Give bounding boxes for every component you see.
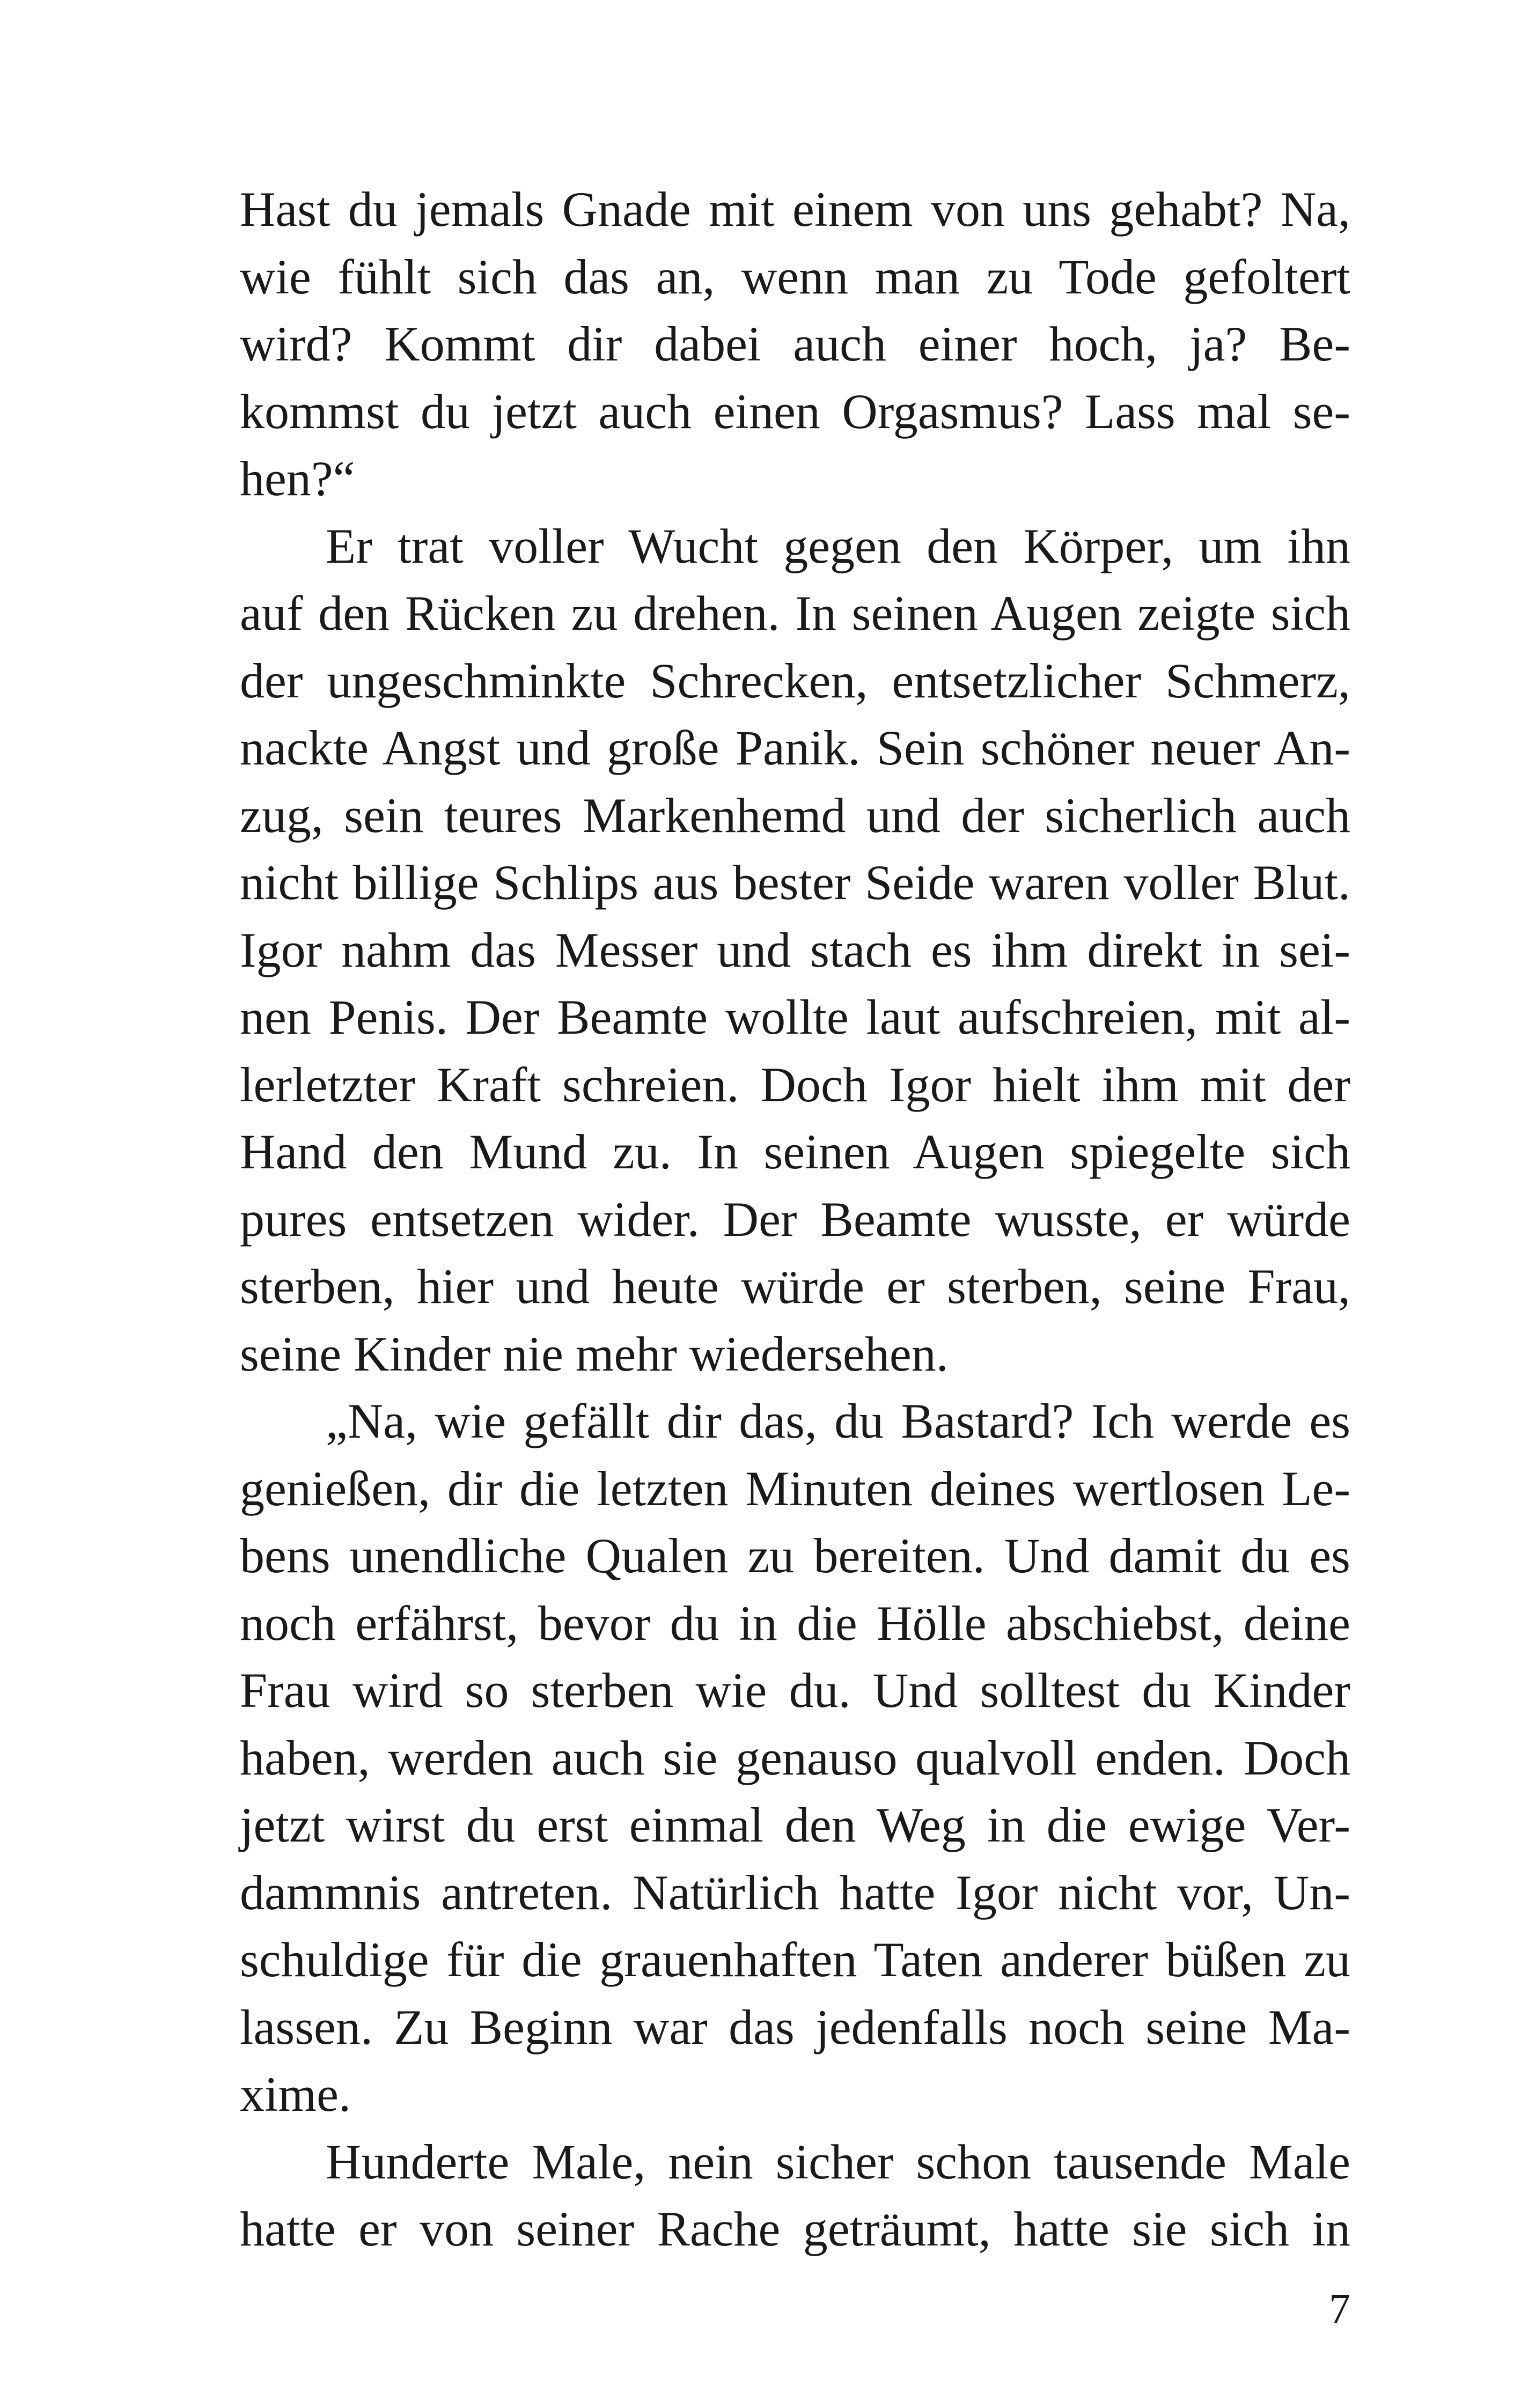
text-line: xime. [240, 2067, 351, 2122]
text-line: Hast du jemals Gnade mit einem von uns gehabt? Na, [240, 182, 1350, 237]
text-line: haben, werden auch sie genauso qualvoll enden. Doch [240, 1730, 1350, 1785]
text-line: Igor nahm das Messer und stach es ihm direkt in sei- [240, 922, 1350, 977]
text-line: Er trat voller Wucht gegen den Körper, um ihn [326, 518, 1350, 573]
text-line: genießen, dir die letzten Minuten deines wertlosen Le- [240, 1461, 1350, 1516]
text-line: der ungeschminkte Schrecken, entsetzlicher Schmerz, [240, 653, 1350, 708]
text-line: noch erfährst, bevor du in die Hölle abschiebst, deine [240, 1595, 1350, 1651]
text-line: seine Kinder nie mehr wiedersehen. [240, 1326, 949, 1381]
text-line: lassen. Zu Beginn war das jedenfalls noch seine Ma- [240, 1999, 1350, 2054]
text-line: kommst du jetzt auch einen Orgasmus? Lass mal se- [240, 384, 1350, 439]
text-line: nicht billige Schlips aus bester Seide waren voller Blut. [240, 855, 1350, 910]
text-line: hatte er von seiner Rache geträumt, hatte sie sich in [240, 2201, 1350, 2256]
text-line: pures entsetzen wider. Der Beamte wusste, er würde [240, 1191, 1350, 1247]
text-line: zug, sein teures Markenhemd und der sicherlich auch [240, 787, 1350, 843]
page-number: 7 [1329, 2286, 1350, 2333]
text-line: jetzt wirst du erst einmal den Weg in die ewige Ver- [240, 1798, 1350, 1852]
text-line: dammnis antreten. Natürlich hatte Igor nicht vor, Un- [240, 1865, 1350, 1920]
text-line: auf den Rücken zu drehen. In seinen Augen zeigte sich [240, 586, 1350, 640]
body-text [240, 176, 1350, 2263]
text-line: schuldige für die grauenhaften Taten anderer büßen zu [240, 1932, 1350, 1987]
text-line: nen Penis. Der Beamte wollte laut aufschreien, mit al- [240, 990, 1350, 1044]
text-line: hen?“ [240, 451, 355, 506]
text-line: sterben, hier und heute würde er sterben, seine Frau, [240, 1259, 1350, 1314]
text-line: wie fühlt sich das an, wenn man zu Tode gefoltert [240, 249, 1350, 304]
text-line: nackte Angst und große Panik. Sein schöner neuer An- [240, 720, 1350, 775]
text-line: bens unendliche Qualen zu bereiten. Und damit du es [240, 1528, 1350, 1583]
text-line: Hand den Mund zu. In seinen Augen spiegelte sich [240, 1124, 1350, 1179]
text-line: wird? Kommt dir dabei auch einer hoch, ja? Be- [240, 316, 1350, 371]
text-line: „Na, wie gefällt dir das, du Bastard? Ich werde es [326, 1394, 1350, 1448]
text-line: lerletzter Kraft schreien. Doch Igor hielt ihm mit der [240, 1057, 1350, 1112]
text-line: Frau wird so sterben wie du. Und solltest du Kinder [240, 1663, 1350, 1718]
text-line: Hunderte Male, nein sicher schon tausende Male [326, 2134, 1350, 2189]
